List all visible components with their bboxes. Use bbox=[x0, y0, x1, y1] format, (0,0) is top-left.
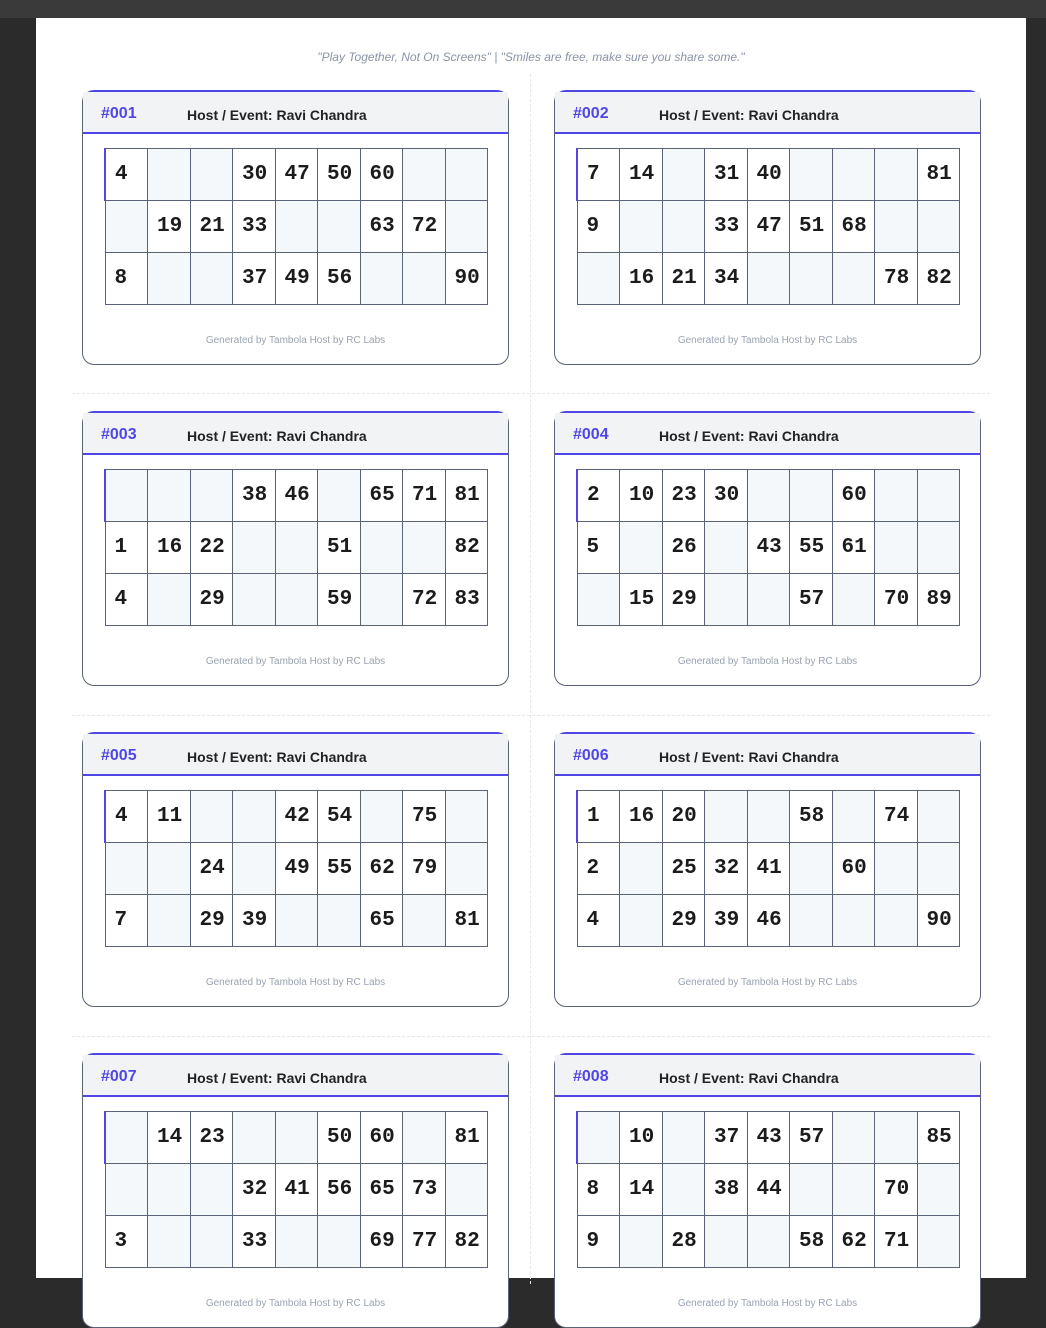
ticket-cell: 56 bbox=[318, 1164, 361, 1216]
ticket-cell bbox=[917, 791, 960, 843]
ticket-cell: 47 bbox=[275, 149, 318, 201]
ticket-cell: 55 bbox=[318, 843, 361, 895]
ticket-cell bbox=[790, 253, 833, 305]
ticket-cell: 61 bbox=[832, 522, 875, 574]
ticket-cell bbox=[275, 1216, 318, 1268]
ticket-row bbox=[105, 149, 488, 201]
ticket-footer: Generated by Tambola Host by RC Labs bbox=[205, 1298, 386, 1309]
ticket-cell bbox=[577, 574, 620, 626]
ticket-number: #008 bbox=[573, 1068, 609, 1085]
ticket-cell: 58 bbox=[790, 1216, 833, 1268]
ticket-cell bbox=[832, 149, 875, 201]
ticket-cell: 29 bbox=[190, 895, 233, 947]
ticket-number: #006 bbox=[573, 747, 609, 764]
ticket-cell: 41 bbox=[275, 1164, 318, 1216]
ticket-cell bbox=[662, 201, 705, 253]
ticket-cell bbox=[190, 791, 233, 843]
ticket-row bbox=[105, 791, 488, 843]
ticket-host: Host / Event: Ravi Chandra bbox=[659, 1070, 839, 1086]
ticket-number: #005 bbox=[101, 747, 137, 764]
ticket-cell bbox=[360, 574, 403, 626]
ticket-cell: 50 bbox=[318, 149, 361, 201]
ticket-cell: 43 bbox=[747, 1112, 790, 1164]
ticket-cell bbox=[445, 149, 488, 201]
ticket-header bbox=[555, 92, 980, 134]
ticket-cell: 21 bbox=[190, 201, 233, 253]
ticket-cell bbox=[832, 895, 875, 947]
ticket-cell: 28 bbox=[662, 1216, 705, 1268]
ticket-cell bbox=[233, 791, 276, 843]
ticket-cell: 72 bbox=[403, 574, 446, 626]
ticket-cell: 40 bbox=[747, 149, 790, 201]
ticket-cell bbox=[620, 895, 663, 947]
ticket-cell: 60 bbox=[360, 149, 403, 201]
ticket-row bbox=[577, 253, 960, 305]
ticket-cell: 77 bbox=[403, 1216, 446, 1268]
ticket-number: #002 bbox=[573, 105, 609, 122]
ticket-cell bbox=[148, 895, 191, 947]
ticket-host: Host / Event: Ravi Chandra bbox=[659, 428, 839, 444]
ticket-cell: 38 bbox=[705, 1164, 748, 1216]
ticket-footer: Generated by Tambola Host by RC Labs bbox=[677, 977, 858, 988]
ticket-cell: 39 bbox=[233, 895, 276, 947]
ticket-grid bbox=[576, 469, 960, 626]
ticket-row bbox=[577, 843, 960, 895]
ticket-grid bbox=[576, 790, 960, 947]
ticket-host: Host / Event: Ravi Chandra bbox=[187, 1070, 367, 1086]
ticket-row bbox=[105, 470, 488, 522]
ticket-cell bbox=[790, 843, 833, 895]
ticket-cell: 60 bbox=[360, 1112, 403, 1164]
ticket-cell bbox=[620, 843, 663, 895]
ticket-cell bbox=[875, 201, 918, 253]
ticket-cell: 30 bbox=[233, 149, 276, 201]
ticket-cell bbox=[747, 253, 790, 305]
ticket-cell: 89 bbox=[917, 574, 960, 626]
ticket bbox=[554, 732, 981, 1007]
ticket-cell: 32 bbox=[233, 1164, 276, 1216]
ticket-cell bbox=[620, 522, 663, 574]
ticket-cell bbox=[832, 253, 875, 305]
ticket-cell bbox=[148, 843, 191, 895]
page-quote: "Play Together, Not On Screens" | "Smiles are free, make sure you share some." bbox=[317, 50, 745, 64]
ticket-row bbox=[577, 201, 960, 253]
ticket-cell bbox=[875, 522, 918, 574]
ticket-cell bbox=[577, 253, 620, 305]
ticket-cell: 63 bbox=[360, 201, 403, 253]
ticket-cell: 54 bbox=[318, 791, 361, 843]
ticket-cell bbox=[233, 1112, 276, 1164]
ticket-cell bbox=[318, 470, 361, 522]
ticket-cell: 2 bbox=[577, 470, 620, 522]
ticket-host: Host / Event: Ravi Chandra bbox=[187, 749, 367, 765]
ticket-cell bbox=[662, 1164, 705, 1216]
ticket-cell: 90 bbox=[445, 253, 488, 305]
ticket-cell bbox=[790, 470, 833, 522]
ticket-cell bbox=[403, 253, 446, 305]
ticket-cell bbox=[620, 1216, 663, 1268]
ticket bbox=[82, 1053, 509, 1328]
ticket-cell: 8 bbox=[577, 1164, 620, 1216]
ticket-cell: 60 bbox=[832, 470, 875, 522]
ticket-row bbox=[105, 895, 488, 947]
ticket-cell bbox=[148, 1216, 191, 1268]
ticket-cell bbox=[747, 791, 790, 843]
ticket-cell: 30 bbox=[705, 470, 748, 522]
ticket-cell: 82 bbox=[445, 1216, 488, 1268]
ticket-cell bbox=[662, 1112, 705, 1164]
ticket-cell: 20 bbox=[662, 791, 705, 843]
ticket-cell: 37 bbox=[705, 1112, 748, 1164]
ticket-cell: 62 bbox=[832, 1216, 875, 1268]
ticket-cell: 4 bbox=[105, 574, 148, 626]
ticket-cell bbox=[917, 522, 960, 574]
ticket-cell: 56 bbox=[318, 253, 361, 305]
ticket-cell: 37 bbox=[233, 253, 276, 305]
ticket-cell: 46 bbox=[747, 895, 790, 947]
ticket-cell bbox=[148, 470, 191, 522]
ticket-header bbox=[555, 413, 980, 455]
ticket-cell bbox=[790, 895, 833, 947]
ticket-cell: 9 bbox=[577, 1216, 620, 1268]
ticket-cell bbox=[105, 843, 148, 895]
ticket-cell bbox=[875, 149, 918, 201]
ticket-row bbox=[577, 149, 960, 201]
cut-line-vertical bbox=[530, 74, 531, 1284]
ticket-footer: Generated by Tambola Host by RC Labs bbox=[205, 656, 386, 667]
ticket-cell: 3 bbox=[105, 1216, 148, 1268]
ticket-footer: Generated by Tambola Host by RC Labs bbox=[205, 335, 386, 346]
ticket-row bbox=[105, 522, 488, 574]
ticket-cell bbox=[445, 843, 488, 895]
ticket-header bbox=[83, 734, 508, 776]
ticket-cell: 78 bbox=[875, 253, 918, 305]
ticket-cell bbox=[190, 149, 233, 201]
ticket-cell: 43 bbox=[747, 522, 790, 574]
ticket-cell bbox=[917, 201, 960, 253]
ticket-cell bbox=[403, 1112, 446, 1164]
ticket-cell: 2 bbox=[577, 843, 620, 895]
ticket-cell: 62 bbox=[360, 843, 403, 895]
ticket-cell: 23 bbox=[190, 1112, 233, 1164]
ticket-cell bbox=[190, 470, 233, 522]
ticket-cell: 72 bbox=[403, 201, 446, 253]
ticket-cell bbox=[705, 1216, 748, 1268]
viewer-toolbar bbox=[0, 0, 1046, 18]
ticket-cell: 10 bbox=[620, 470, 663, 522]
ticket-grid bbox=[576, 148, 960, 305]
ticket-cell: 81 bbox=[917, 149, 960, 201]
ticket-cell: 73 bbox=[403, 1164, 446, 1216]
ticket-cell bbox=[705, 574, 748, 626]
ticket-host: Host / Event: Ravi Chandra bbox=[659, 749, 839, 765]
ticket-cell: 1 bbox=[105, 522, 148, 574]
ticket-row bbox=[577, 574, 960, 626]
ticket-cell: 29 bbox=[662, 895, 705, 947]
ticket-cell: 16 bbox=[148, 522, 191, 574]
ticket-cell bbox=[705, 522, 748, 574]
ticket-cell: 81 bbox=[445, 895, 488, 947]
ticket-cell bbox=[190, 1216, 233, 1268]
ticket-cell bbox=[190, 253, 233, 305]
ticket-row bbox=[577, 1216, 960, 1268]
ticket-cell: 82 bbox=[445, 522, 488, 574]
ticket-cell bbox=[620, 201, 663, 253]
ticket-cell: 19 bbox=[148, 201, 191, 253]
ticket-cell: 69 bbox=[360, 1216, 403, 1268]
ticket-cell bbox=[275, 574, 318, 626]
ticket-cell bbox=[832, 574, 875, 626]
ticket-cell bbox=[832, 1112, 875, 1164]
ticket-cell: 14 bbox=[148, 1112, 191, 1164]
ticket-cell: 60 bbox=[832, 843, 875, 895]
ticket-row bbox=[577, 1112, 960, 1164]
ticket-cell: 29 bbox=[662, 574, 705, 626]
ticket-cell bbox=[747, 470, 790, 522]
ticket-cell bbox=[148, 574, 191, 626]
ticket-cell bbox=[875, 843, 918, 895]
cut-line-horizontal bbox=[72, 393, 990, 394]
ticket-cell bbox=[360, 253, 403, 305]
ticket-cell bbox=[105, 1164, 148, 1216]
ticket bbox=[82, 732, 509, 1007]
ticket-cell: 42 bbox=[275, 791, 318, 843]
ticket-cell bbox=[148, 1164, 191, 1216]
ticket-cell bbox=[917, 1164, 960, 1216]
ticket-host: Host / Event: Ravi Chandra bbox=[659, 107, 839, 123]
ticket-cell bbox=[445, 1164, 488, 1216]
ticket-cell: 49 bbox=[275, 843, 318, 895]
ticket-cell: 4 bbox=[577, 895, 620, 947]
ticket-cell: 29 bbox=[190, 574, 233, 626]
ticket-cell: 74 bbox=[875, 791, 918, 843]
ticket-cell bbox=[662, 149, 705, 201]
ticket-cell bbox=[360, 791, 403, 843]
ticket-cell: 49 bbox=[275, 253, 318, 305]
ticket-row bbox=[577, 470, 960, 522]
ticket-cell: 51 bbox=[318, 522, 361, 574]
ticket-cell bbox=[577, 1112, 620, 1164]
ticket bbox=[554, 90, 981, 365]
ticket-grid bbox=[104, 1111, 488, 1268]
ticket-cell bbox=[190, 1164, 233, 1216]
ticket-footer: Generated by Tambola Host by RC Labs bbox=[677, 656, 858, 667]
ticket-cell: 10 bbox=[620, 1112, 663, 1164]
ticket-cell: 71 bbox=[403, 470, 446, 522]
ticket-cell: 68 bbox=[832, 201, 875, 253]
ticket-cell bbox=[275, 895, 318, 947]
ticket-cell bbox=[875, 1112, 918, 1164]
ticket-cell: 16 bbox=[620, 791, 663, 843]
ticket-cell: 90 bbox=[917, 895, 960, 947]
ticket-cell: 1 bbox=[577, 791, 620, 843]
ticket-cell bbox=[790, 1164, 833, 1216]
ticket-cell: 21 bbox=[662, 253, 705, 305]
ticket-number: #001 bbox=[101, 105, 137, 122]
ticket-cell: 46 bbox=[275, 470, 318, 522]
ticket-cell bbox=[445, 201, 488, 253]
ticket-number: #004 bbox=[573, 426, 609, 443]
ticket-cell bbox=[148, 253, 191, 305]
ticket-cell bbox=[790, 149, 833, 201]
ticket-cell: 23 bbox=[662, 470, 705, 522]
ticket-host: Host / Event: Ravi Chandra bbox=[187, 428, 367, 444]
ticket-cell bbox=[403, 149, 446, 201]
ticket-cell: 57 bbox=[790, 1112, 833, 1164]
ticket-cell: 33 bbox=[233, 1216, 276, 1268]
ticket-cell: 71 bbox=[875, 1216, 918, 1268]
ticket-footer: Generated by Tambola Host by RC Labs bbox=[205, 977, 386, 988]
ticket-grid bbox=[104, 790, 488, 947]
ticket-cell bbox=[148, 149, 191, 201]
ticket-cell: 81 bbox=[445, 1112, 488, 1164]
ticket-cell bbox=[403, 522, 446, 574]
ticket-cell bbox=[403, 895, 446, 947]
ticket-cell: 4 bbox=[105, 149, 148, 201]
ticket-row bbox=[105, 843, 488, 895]
ticket-cell bbox=[233, 574, 276, 626]
ticket-cell: 70 bbox=[875, 1164, 918, 1216]
page-sheet bbox=[36, 18, 1026, 1309]
ticket-cell: 65 bbox=[360, 1164, 403, 1216]
ticket-cell: 58 bbox=[790, 791, 833, 843]
ticket-cell bbox=[318, 1216, 361, 1268]
ticket-cell: 79 bbox=[403, 843, 446, 895]
ticket-cell: 8 bbox=[105, 253, 148, 305]
ticket-cell: 47 bbox=[747, 201, 790, 253]
ticket-cell: 26 bbox=[662, 522, 705, 574]
ticket-cell bbox=[705, 791, 748, 843]
ticket-cell: 55 bbox=[790, 522, 833, 574]
ticket-cell: 14 bbox=[620, 149, 663, 201]
ticket-cell: 65 bbox=[360, 470, 403, 522]
ticket-row bbox=[577, 791, 960, 843]
ticket-cell bbox=[275, 1112, 318, 1164]
ticket-number: #007 bbox=[101, 1068, 137, 1085]
ticket-cell: 25 bbox=[662, 843, 705, 895]
ticket-cell bbox=[360, 522, 403, 574]
ticket-cell bbox=[832, 1164, 875, 1216]
ticket-cell: 38 bbox=[233, 470, 276, 522]
ticket-cell: 24 bbox=[190, 843, 233, 895]
ticket-cell: 44 bbox=[747, 1164, 790, 1216]
ticket-cell: 51 bbox=[790, 201, 833, 253]
ticket-cell bbox=[105, 1112, 148, 1164]
ticket-cell: 4 bbox=[105, 791, 148, 843]
ticket-host: Host / Event: Ravi Chandra bbox=[187, 107, 367, 123]
ticket-header bbox=[83, 1055, 508, 1097]
ticket-cell: 5 bbox=[577, 522, 620, 574]
ticket-row bbox=[577, 1164, 960, 1216]
ticket-cell: 14 bbox=[620, 1164, 663, 1216]
ticket-cell bbox=[445, 791, 488, 843]
ticket-cell bbox=[747, 1216, 790, 1268]
ticket-cell: 16 bbox=[620, 253, 663, 305]
ticket-cell: 11 bbox=[148, 791, 191, 843]
ticket-cell bbox=[233, 843, 276, 895]
ticket-row bbox=[577, 895, 960, 947]
ticket-cell: 70 bbox=[875, 574, 918, 626]
ticket-header bbox=[555, 1055, 980, 1097]
ticket-cell: 34 bbox=[705, 253, 748, 305]
ticket-number: #003 bbox=[101, 426, 137, 443]
ticket-cell: 50 bbox=[318, 1112, 361, 1164]
ticket-cell: 32 bbox=[705, 843, 748, 895]
ticket-cell bbox=[875, 895, 918, 947]
ticket-cell bbox=[105, 470, 148, 522]
ticket-header bbox=[555, 734, 980, 776]
ticket-cell bbox=[747, 574, 790, 626]
ticket-row bbox=[105, 253, 488, 305]
ticket-header bbox=[83, 92, 508, 134]
ticket-cell bbox=[275, 201, 318, 253]
ticket-footer: Generated by Tambola Host by RC Labs bbox=[677, 335, 858, 346]
ticket-grid bbox=[576, 1111, 960, 1268]
ticket-header bbox=[83, 413, 508, 455]
ticket-grid bbox=[104, 148, 488, 305]
ticket-cell: 83 bbox=[445, 574, 488, 626]
ticket-cell: 85 bbox=[917, 1112, 960, 1164]
ticket-cell: 7 bbox=[105, 895, 148, 947]
ticket-row bbox=[105, 1112, 488, 1164]
ticket bbox=[82, 411, 509, 686]
ticket-cell: 31 bbox=[705, 149, 748, 201]
ticket-cell: 7 bbox=[577, 149, 620, 201]
ticket-cell: 57 bbox=[790, 574, 833, 626]
ticket-cell bbox=[318, 895, 361, 947]
ticket-row bbox=[105, 574, 488, 626]
ticket-cell bbox=[917, 1216, 960, 1268]
ticket-cell: 33 bbox=[233, 201, 276, 253]
ticket-row bbox=[105, 1216, 488, 1268]
ticket bbox=[554, 1053, 981, 1328]
ticket-cell bbox=[275, 522, 318, 574]
ticket-cell: 9 bbox=[577, 201, 620, 253]
cut-line-horizontal bbox=[72, 715, 990, 716]
ticket-cell: 65 bbox=[360, 895, 403, 947]
ticket-row bbox=[105, 1164, 488, 1216]
ticket-cell bbox=[105, 201, 148, 253]
ticket-cell: 15 bbox=[620, 574, 663, 626]
ticket-cell bbox=[917, 843, 960, 895]
ticket-cell: 75 bbox=[403, 791, 446, 843]
ticket-footer: Generated by Tambola Host by RC Labs bbox=[677, 1298, 858, 1309]
ticket-cell: 59 bbox=[318, 574, 361, 626]
cut-line-horizontal bbox=[72, 1036, 990, 1037]
ticket-cell: 39 bbox=[705, 895, 748, 947]
ticket-cell bbox=[832, 791, 875, 843]
ticket-cell: 81 bbox=[445, 470, 488, 522]
ticket-cell: 22 bbox=[190, 522, 233, 574]
ticket-cell: 41 bbox=[747, 843, 790, 895]
ticket-row bbox=[577, 522, 960, 574]
ticket-grid bbox=[104, 469, 488, 626]
ticket-cell bbox=[875, 470, 918, 522]
ticket-cell: 33 bbox=[705, 201, 748, 253]
ticket-row bbox=[105, 201, 488, 253]
ticket bbox=[82, 90, 509, 365]
ticket-cell bbox=[233, 522, 276, 574]
ticket-cell bbox=[318, 201, 361, 253]
ticket-cell bbox=[917, 470, 960, 522]
ticket-cell: 82 bbox=[917, 253, 960, 305]
ticket bbox=[554, 411, 981, 686]
